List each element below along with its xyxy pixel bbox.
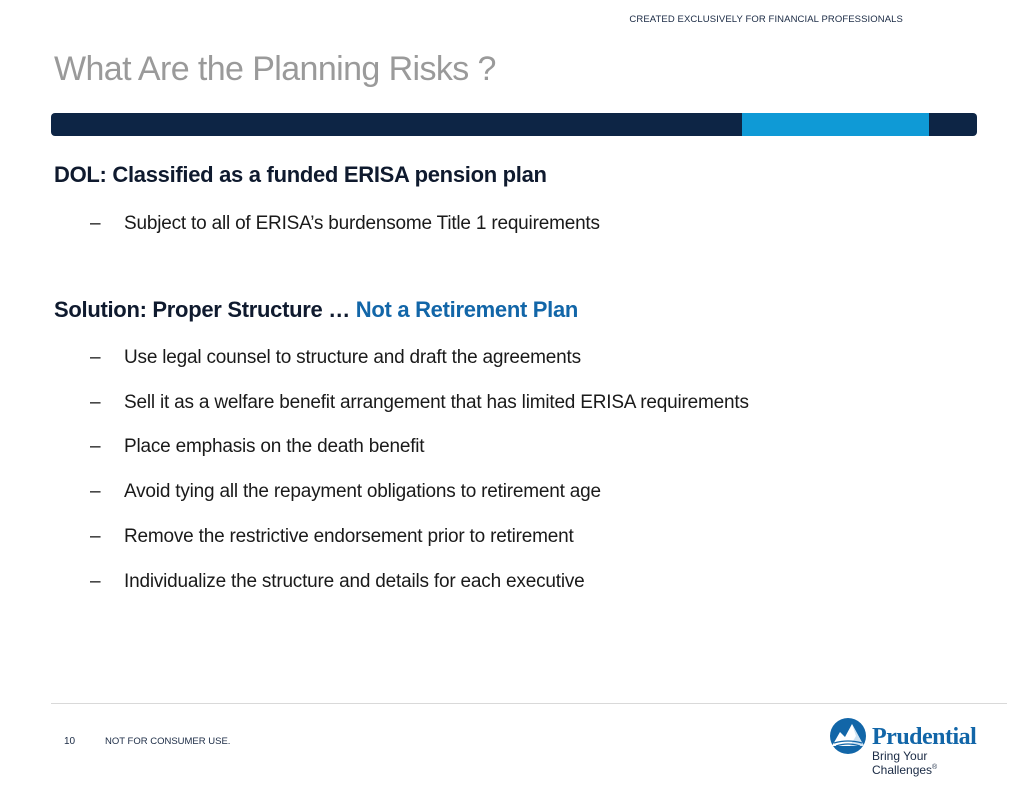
footer-disclaimer: NOT FOR CONSUMER USE. [105, 736, 231, 747]
bullet-dash: – [90, 392, 101, 413]
bullet-dash: – [90, 526, 101, 547]
bullet-item [90, 347, 581, 369]
bullet-dash: – [90, 347, 101, 368]
prudential-logo [828, 716, 988, 777]
bullet-text: Sell it as a welfare benefit arrangement that has limited ERISA requirements [124, 392, 749, 413]
trademark-mark: ® [932, 764, 938, 771]
brand-tagline [872, 749, 988, 777]
bullet-dash: – [90, 571, 101, 592]
bullet-dash: – [90, 436, 101, 457]
section2-heading-highlight: Not a Retirement Plan [355, 297, 579, 322]
bullet-item [90, 392, 749, 414]
bullet-item [90, 526, 574, 548]
section2-heading-prefix: Solution: Proper Structure … [54, 297, 356, 322]
bullet-item [90, 481, 601, 503]
bullet-text: Avoid tying all the repayment obligations to retirement age [124, 481, 601, 502]
bullet-text: Subject to all of ERISA’s burdensome Title 1 requirements [124, 213, 600, 234]
title-divider-accent [742, 113, 929, 136]
section1-heading: DOL: Classified as a funded ERISA pension plan [54, 162, 547, 187]
bullet-dash: – [90, 213, 101, 234]
brand-name: Prudential [872, 724, 977, 750]
bullet-item [90, 571, 585, 593]
bullet-text: Remove the restrictive endorsement prior to retirement [124, 526, 574, 547]
slide-title: What Are the Planning Risks ? [54, 50, 496, 88]
section2-heading [54, 297, 578, 323]
tagline-text: Bring Your Challenges [872, 749, 933, 777]
bullet-text: Place emphasis on the death benefit [124, 436, 425, 457]
page-number: 10 [64, 736, 76, 747]
bullet-item [90, 436, 424, 458]
bullet-text: Individualize the structure and details for each executive [124, 571, 585, 592]
title-divider-bar [51, 113, 977, 136]
bullet-text: Use legal counsel to structure and draft the agreements [124, 347, 581, 368]
prudential-rock-logo-icon [828, 716, 868, 756]
bullet-dash: – [90, 481, 101, 502]
footer-divider [51, 703, 1007, 704]
top-label: CREATED EXCLUSIVELY FOR FINANCIAL PROFESSIONALS [629, 14, 903, 25]
bullet-item [90, 213, 600, 235]
